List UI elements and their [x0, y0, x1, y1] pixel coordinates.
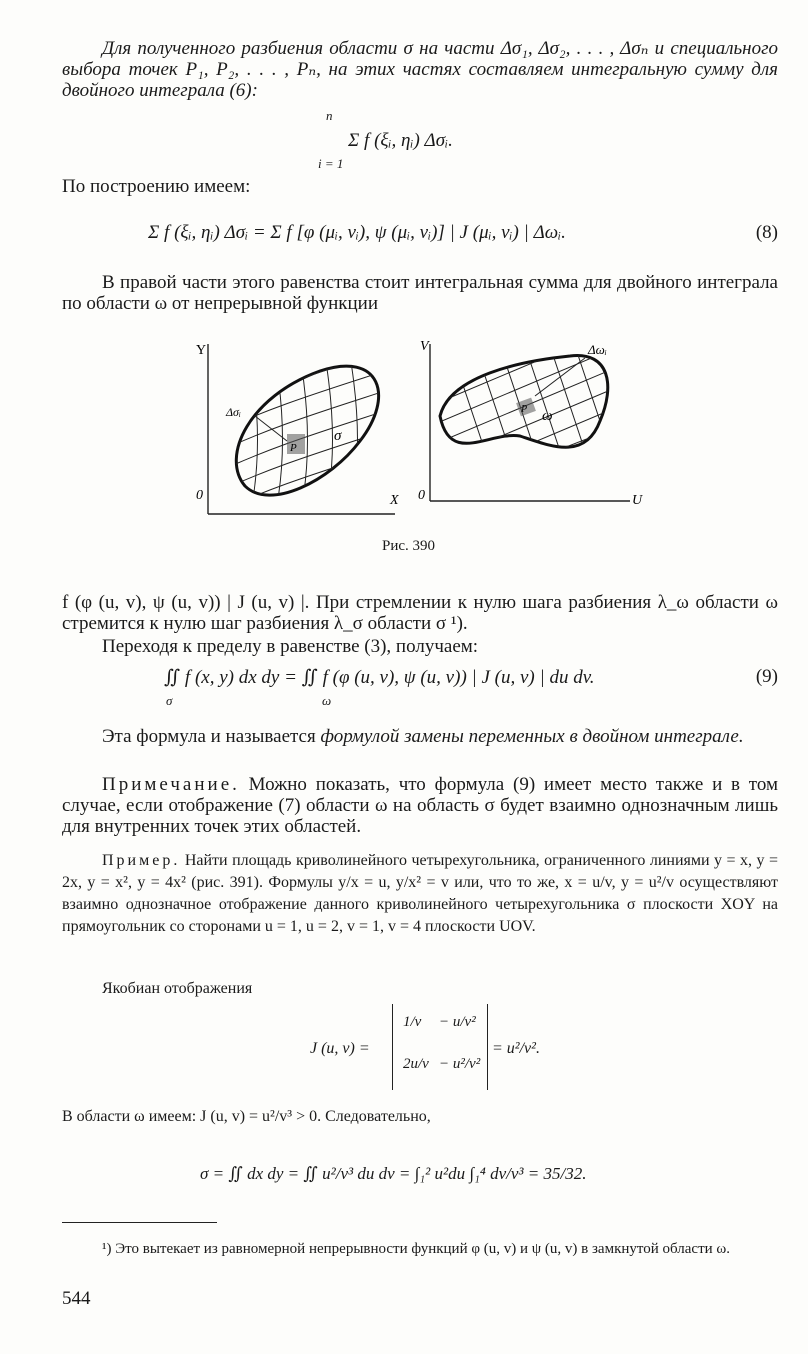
- left-cell-label: Δσᵢ: [226, 405, 241, 419]
- right-cell-label: Δωᵢ: [588, 342, 607, 357]
- eq9-lower-sigma: σ: [166, 693, 173, 708]
- area-condition: В области ω имеем: J (u, v) = u²/v³ > 0. Следовательно,: [62, 1108, 431, 1125]
- right-origin-label: 0: [418, 488, 425, 503]
- right-side-paragraph: В правой части этого равенства стоит интегральная сумма для двойного интеграла по области ω от непрерывной функции: [62, 272, 778, 314]
- sum-lower-limit: i = 1: [318, 156, 344, 171]
- right-axis-x-label: U: [632, 493, 643, 508]
- left-point-label: P: [290, 442, 297, 454]
- note-heading: Примечание.: [102, 774, 240, 795]
- note-paragraph: [62, 774, 778, 837]
- formula-name-lead: Эта формула и называется: [102, 726, 321, 747]
- integral-sum-formula: Σ f (ξᵢ, ηᵢ) Δσᵢ.: [348, 130, 453, 151]
- omega-grid: [430, 336, 620, 496]
- jacobian-a22: − u²/v²: [439, 1056, 481, 1072]
- formula-name-emphasis: формулой замены переменных в двойном интеграле.: [320, 726, 744, 747]
- figure-390: [190, 336, 690, 526]
- footnote: ¹) Это вытекает из равномерной непрерывности функций φ (u, v) и ψ (u, v) в замкнутой области ω.: [102, 1241, 731, 1257]
- right-axis-y-label: V: [420, 339, 429, 354]
- sigma-grid: [210, 346, 400, 516]
- construction-text: По построению имеем:: [62, 176, 251, 197]
- limit-transition: Переходя к пределу в равенстве (3), получаем:: [102, 636, 479, 657]
- left-axis-x-label: X: [390, 493, 399, 508]
- equation-8: Σ f (ξᵢ, ηᵢ) Δσᵢ = Σ f [φ (μᵢ, νᵢ), ψ (μᵢ, νᵢ)] | J (μᵢ, νᵢ) | Δωᵢ.: [148, 222, 566, 243]
- right-point-label: P: [521, 404, 528, 415]
- limit-paragraph: f (φ (u, v), ψ (u, v)) | J (u, v) |. При стремлении к нулю шага разбиения λ_ω области ω стремится к нулю шаг разбиения λ_σ области σ ¹).: [62, 592, 778, 634]
- jacobian-a11: 1/v: [403, 1014, 422, 1030]
- right-region-label: ω: [542, 408, 553, 424]
- jacobian-matrix: [392, 1004, 488, 1090]
- left-region-label: σ: [334, 428, 342, 444]
- jacobian-a21: 2u/v: [403, 1056, 429, 1072]
- note-body: Можно показать, что формула (9) имеет место также и в том случае, если отображение (7) области ω на область σ будет взаимно однозначным лишь для внутренних точек этих областей.: [62, 774, 778, 837]
- left-axis-y-label: Y: [196, 343, 207, 358]
- jacobian-title: Якобиан отображения: [102, 980, 253, 997]
- example-heading: Пример.: [102, 852, 181, 869]
- jacobian-rhs: = u²/v².: [492, 1040, 540, 1057]
- area-computation: σ = ∬ dx dy = ∬ u²/v³ du dv = ∫₁² u²du ∫₁⁴ dv/v³ = 35/32.: [200, 1164, 587, 1183]
- equation-9-number: (9): [755, 666, 778, 687]
- page-number: 544: [62, 1288, 91, 1309]
- sum-upper-limit: n: [326, 108, 333, 123]
- left-origin-label: 0: [196, 488, 203, 503]
- figure-caption: Рис. 390: [382, 538, 436, 554]
- example-body: Найти площадь криволинейного четырехугольника, ограниченного линиями y = x, y = 2x, y = x², y = 4x² (рис. 391). Формулы y/x = u, y/x² = v или, что то же, x = u/v, y = u²/v осуществляют взаимно однозначное отображение данного криволинейного четырехугольника σ плоскости XOY на прямоугольник со сторонами u = 1, u = 2, v = 1, v = 4 плоскости UOV.: [62, 852, 778, 935]
- example-paragraph: [62, 850, 778, 938]
- eq9-lower-omega: ω: [322, 693, 332, 708]
- jacobian-a12: − u/v²: [439, 1014, 476, 1030]
- footnote-rule: [62, 1222, 217, 1223]
- jacobian-lhs: J (u, v) =: [310, 1040, 370, 1057]
- equation-8-number: (8): [755, 222, 778, 243]
- formula-name-paragraph: [62, 726, 778, 747]
- intro-paragraph: Для полученного разбиения области σ на части Δσ₁, Δσ₂, . . . , Δσₙ и специального выбора точек P₁, P₂, . . . , Pₙ, на этих частях составляем интегральную сумму для двойного интеграла (6):: [62, 38, 778, 101]
- equation-9: ∬ f (x, y) dx dy = ∬ f (φ (u, v), ψ (u, v)) | J (u, v) | du dv.: [164, 667, 595, 688]
